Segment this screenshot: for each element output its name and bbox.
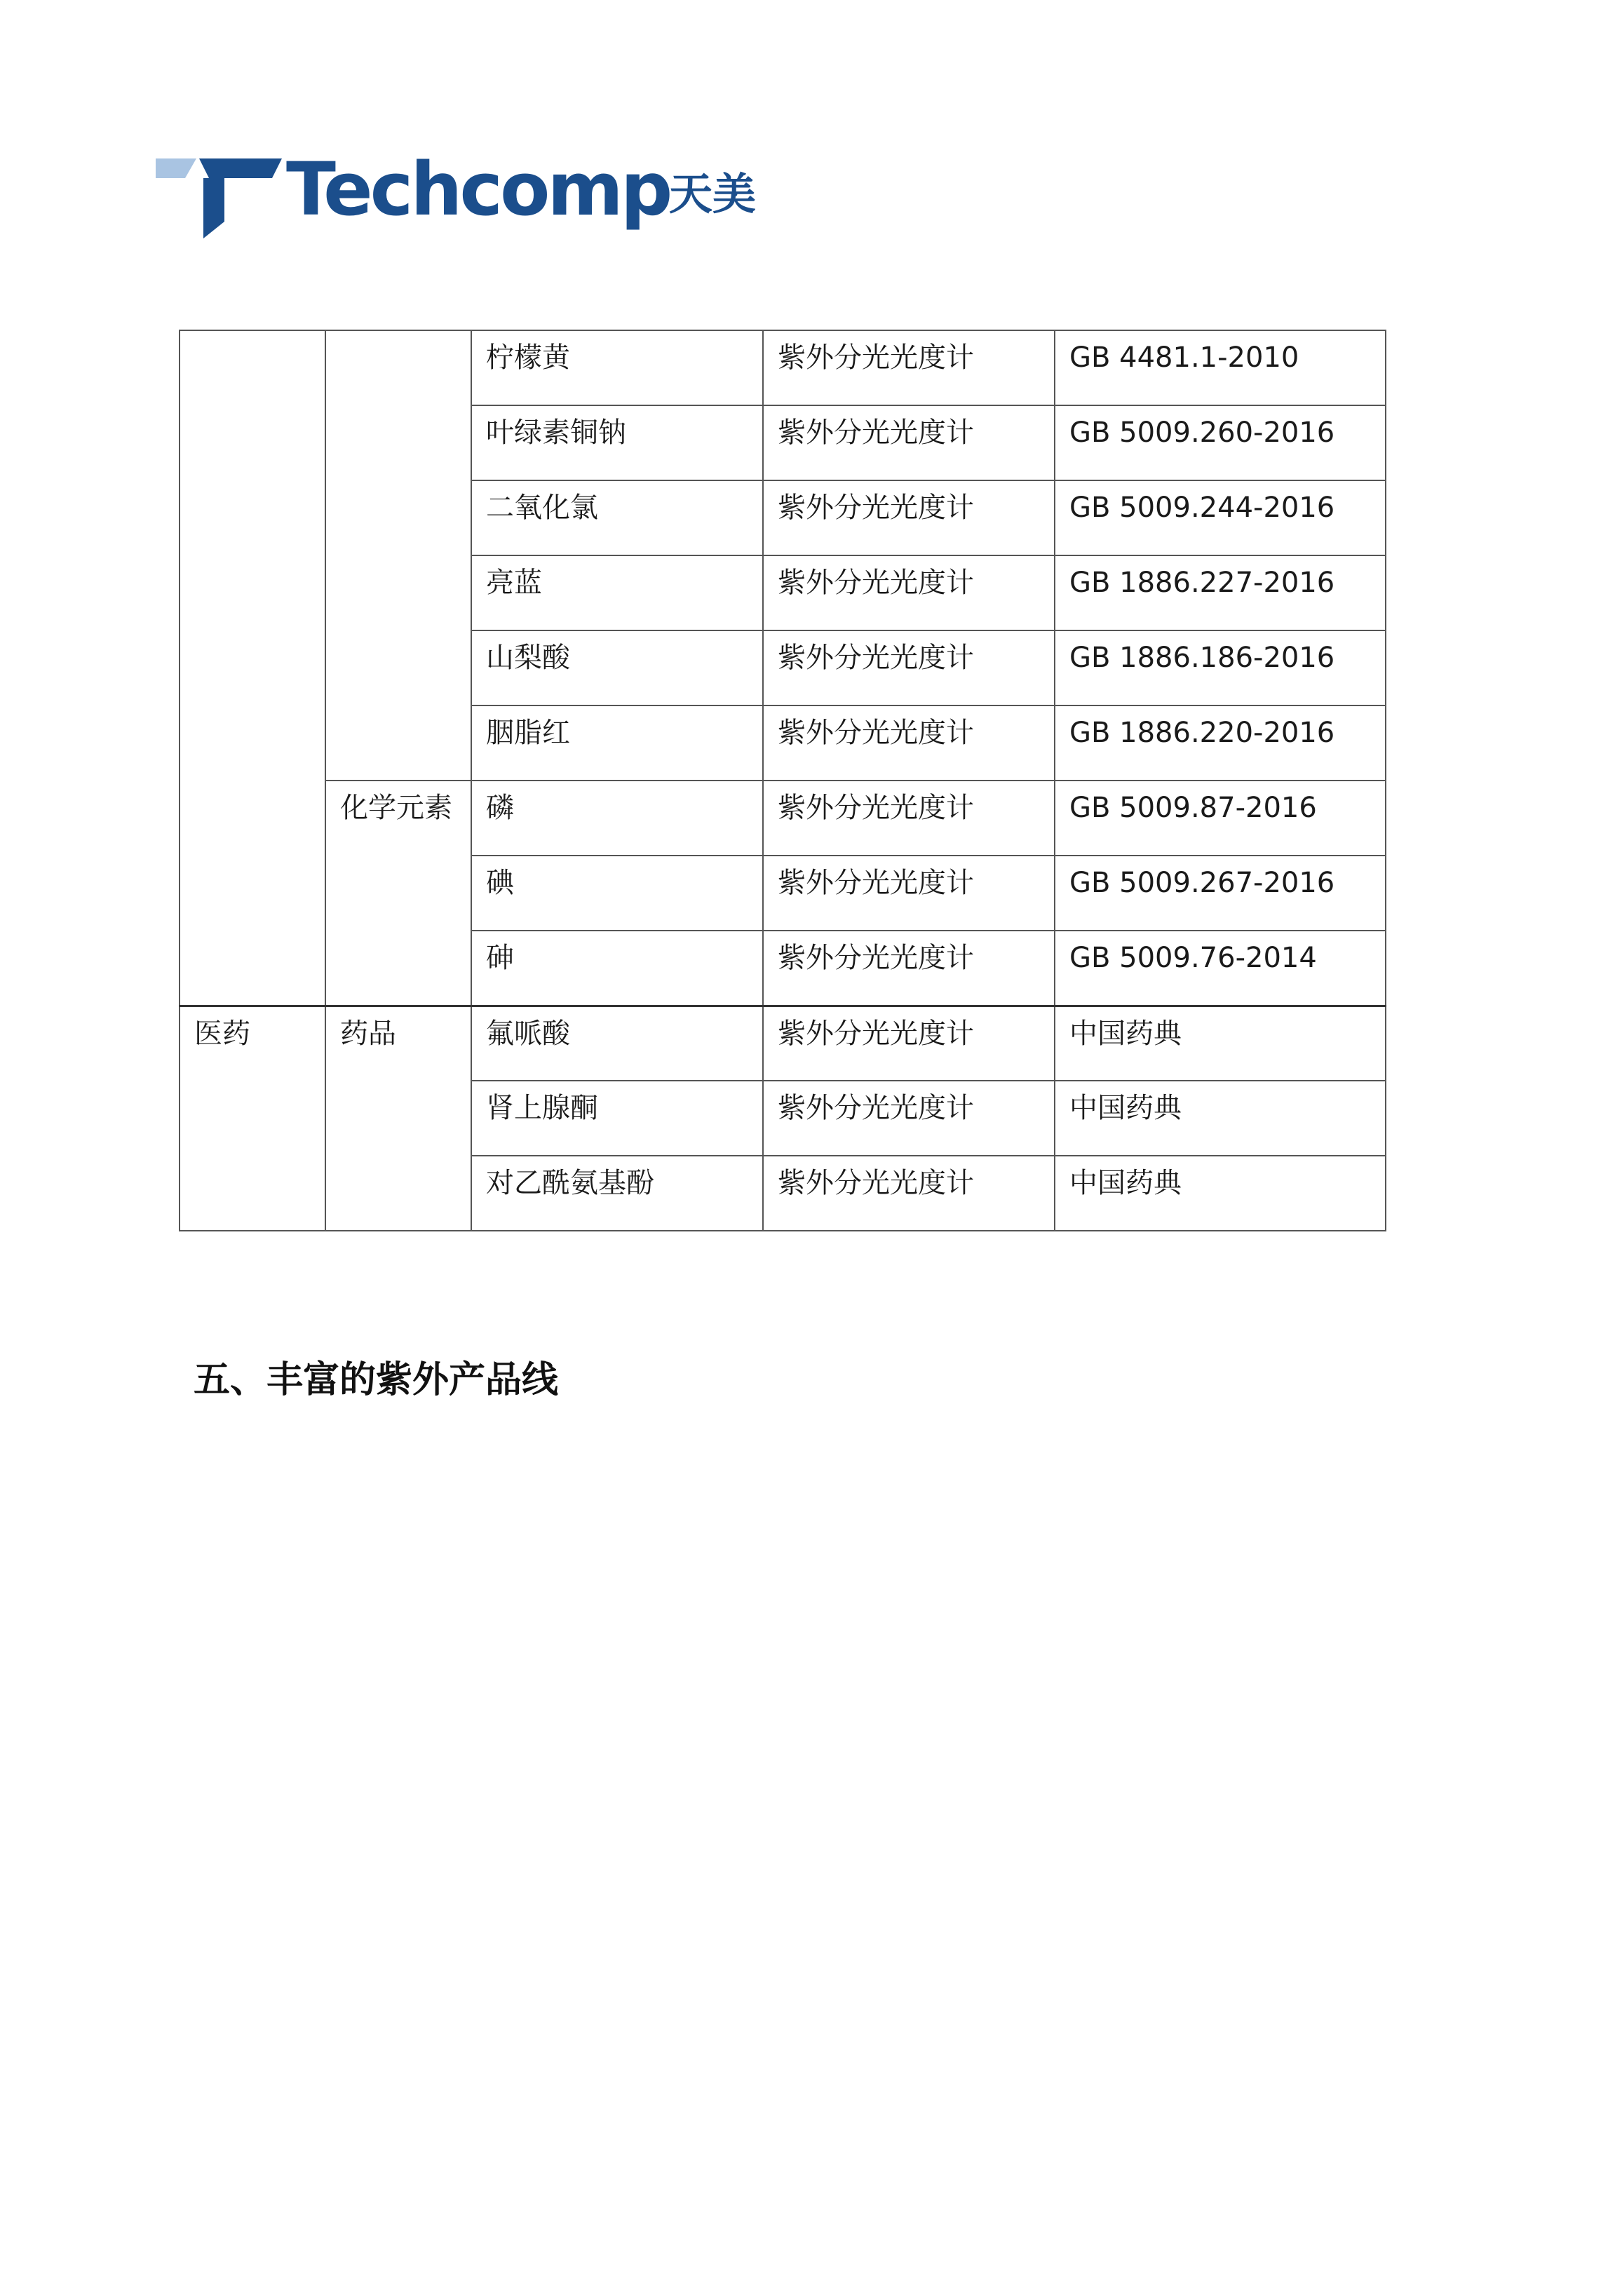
standard-cell: GB 4481.1-2010 [1055,330,1386,405]
table-row [180,1006,1386,1081]
item-cell: 对乙酰氨基酚 [471,1156,763,1231]
item-cell: 山梨酸 [471,630,763,705]
instrument-cell: 紫外分光光度计 [763,781,1055,856]
item-cell: 二氧化氯 [471,480,763,555]
category-cell [180,330,325,1006]
subcategory-cell [325,330,471,781]
standard-cell: GB 1886.227-2016 [1055,555,1386,630]
item-cell: 柠檬黄 [471,330,763,405]
section-heading: 五、丰富的紫外产品线 [194,1359,559,1401]
item-cell: 氟哌酸 [471,1006,763,1081]
instrument-cell: 紫外分光光度计 [763,480,1055,555]
item-cell: 磷 [471,781,763,856]
logo-wordmark: Techcomp [286,147,670,232]
item-cell: 亮蓝 [471,555,763,630]
instrument-cell: 紫外分光光度计 [763,856,1055,931]
standard-cell: GB 5009.76-2014 [1055,931,1386,1006]
instrument-cell: 紫外分光光度计 [763,1006,1055,1081]
item-cell: 肾上腺酮 [471,1081,763,1156]
subcategory-cell: 化学元素 [325,781,471,1006]
standard-cell: 中国药典 [1055,1156,1386,1231]
category-cell: 医药 [180,1006,325,1231]
subcategory-cell: 药品 [325,1006,471,1231]
standard-cell: GB 5009.244-2016 [1055,480,1386,555]
instrument-cell: 紫外分光光度计 [763,1081,1055,1156]
table-row [180,781,1386,856]
instrument-cell: 紫外分光光度计 [763,405,1055,480]
item-cell: 砷 [471,931,763,1006]
item-cell: 碘 [471,856,763,931]
standard-cell: 中国药典 [1055,1006,1386,1081]
standard-cell: GB 1886.220-2016 [1055,705,1386,781]
standard-cell: GB 5009.267-2016 [1055,856,1386,931]
test-method-table [179,330,1386,1231]
logo-chinese-name: 天美 [669,168,757,220]
techcomp-logo [156,149,773,247]
standard-cell: GB 5009.260-2016 [1055,405,1386,480]
item-cell: 胭脂红 [471,705,763,781]
instrument-cell: 紫外分光光度计 [763,1156,1055,1231]
standard-cell: 中国药典 [1055,1081,1386,1156]
item-cell: 叶绿素铜钠 [471,405,763,480]
standard-cell: GB 1886.186-2016 [1055,630,1386,705]
standard-cell: GB 5009.87-2016 [1055,781,1386,856]
instrument-cell: 紫外分光光度计 [763,555,1055,630]
instrument-cell: 紫外分光光度计 [763,630,1055,705]
techcomp-t-mark-icon [156,149,289,240]
instrument-cell: 紫外分光光度计 [763,931,1055,1006]
instrument-cell: 紫外分光光度计 [763,330,1055,405]
instrument-cell: 紫外分光光度计 [763,705,1055,781]
table-row [180,330,1386,405]
